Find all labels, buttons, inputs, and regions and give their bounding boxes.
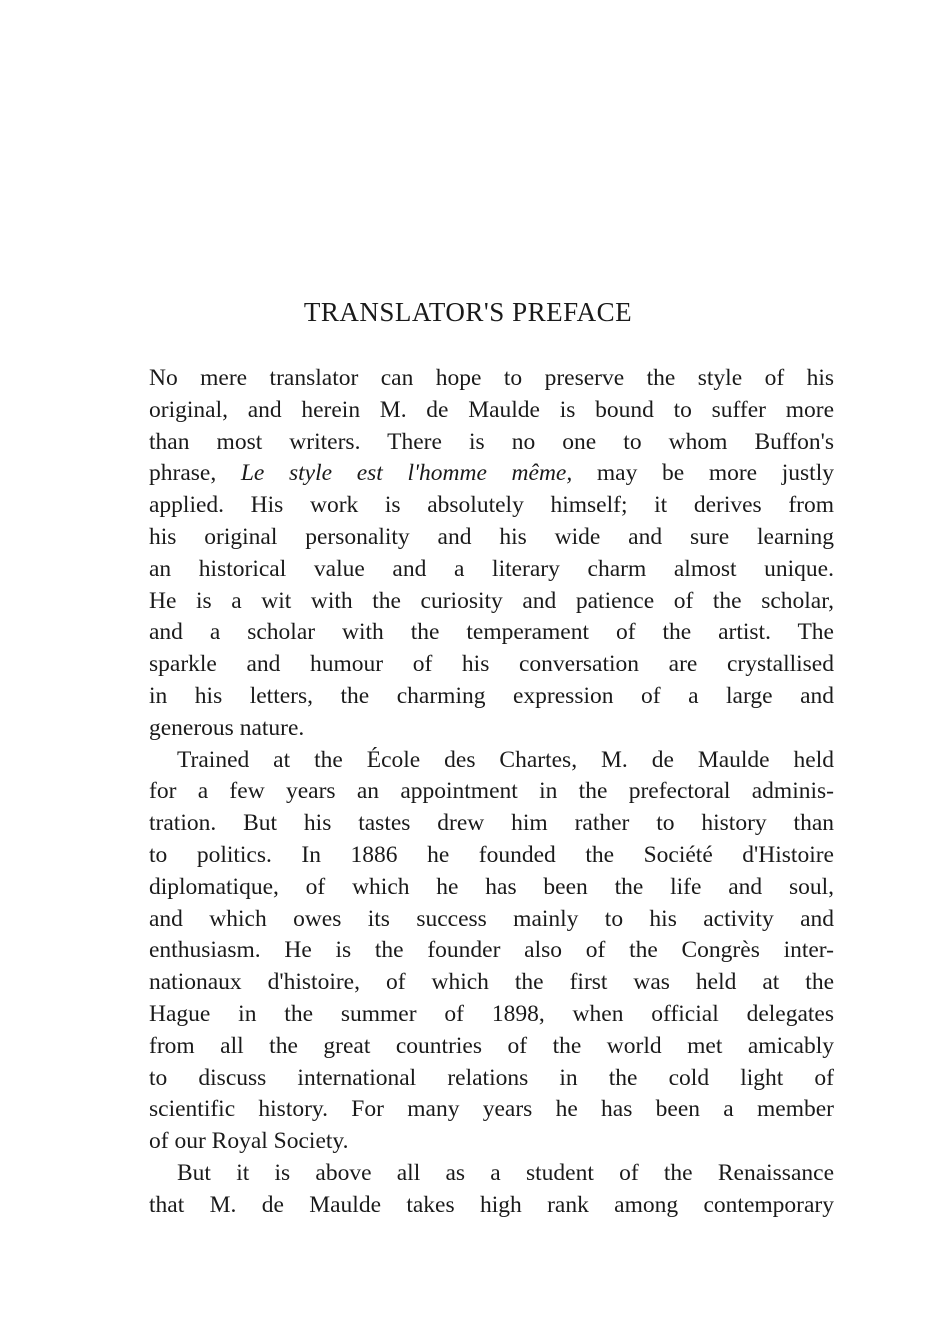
text-line: his original personality and his wide and sure learning	[149, 523, 834, 550]
text-line: generous nature.	[149, 714, 305, 741]
text-line: tration. But his tastes drew him rather to history than	[149, 810, 834, 837]
text-line: for a few years an appointment in the prefectoral adminis-	[149, 778, 834, 805]
paragraph-2	[149, 745, 834, 1158]
text-line: of our Royal Society.	[149, 1128, 349, 1155]
italic-quotation: Le style est l'homme même,	[240, 460, 573, 487]
text-line: original, and herein M. de Maulde is bound to suffer more	[149, 396, 834, 423]
text-line: in his letters, the charming expression of a large and	[149, 682, 834, 709]
text-line: Trained at the École des Chartes, M. de Maulde held	[177, 746, 834, 773]
page-title: TRANSLATOR'S PREFACE	[303, 297, 633, 327]
text-line: But it is above all as a student of the Renaissance	[177, 1159, 834, 1186]
text-line: to discuss international relations in the cold light of	[149, 1064, 834, 1091]
preface-text	[149, 363, 834, 1222]
text-segment: phrase,	[149, 460, 241, 487]
text-line: applied. His work is absolutely himself; it derives from	[149, 492, 834, 519]
text-line: scientific history. For many years he has been a member	[149, 1096, 834, 1123]
text-line: and which owes its success mainly to his activity and	[149, 905, 834, 932]
text-line: diplomatique, of which he has been the life and soul,	[149, 873, 834, 900]
text-line: that M. de Maulde takes high rank among contemporary	[149, 1191, 834, 1218]
text-segment: may be more justly	[572, 460, 834, 487]
text-line: from all the great countries of the world met amicably	[149, 1032, 834, 1059]
text-line: to politics. In 1886 he founded the Société d'Histoire	[149, 841, 834, 868]
text-line: sparkle and humour of his conversation are crystallised	[149, 651, 834, 678]
text-line: than most writers. There is no one to whom Buffon's	[149, 428, 834, 455]
text-line: enthusiasm. He is the founder also of the Congrès inter-	[149, 937, 834, 964]
paragraph-1	[149, 363, 834, 745]
text-line: an historical value and a literary charm almost unique.	[149, 555, 834, 582]
text-line: nationaux d'histoire, of which the first was held at the	[149, 969, 834, 996]
text-line	[149, 458, 834, 490]
paragraph-3	[149, 1158, 834, 1222]
text-line: He is a wit with the curiosity and patience of the scholar,	[149, 587, 834, 614]
text-line: and a scholar with the temperament of the artist. The	[149, 619, 834, 646]
text-line: No mere translator can hope to preserve the style of his	[149, 365, 834, 391]
text-line: Hague in the summer of 1898, when official delegates	[149, 1000, 834, 1027]
